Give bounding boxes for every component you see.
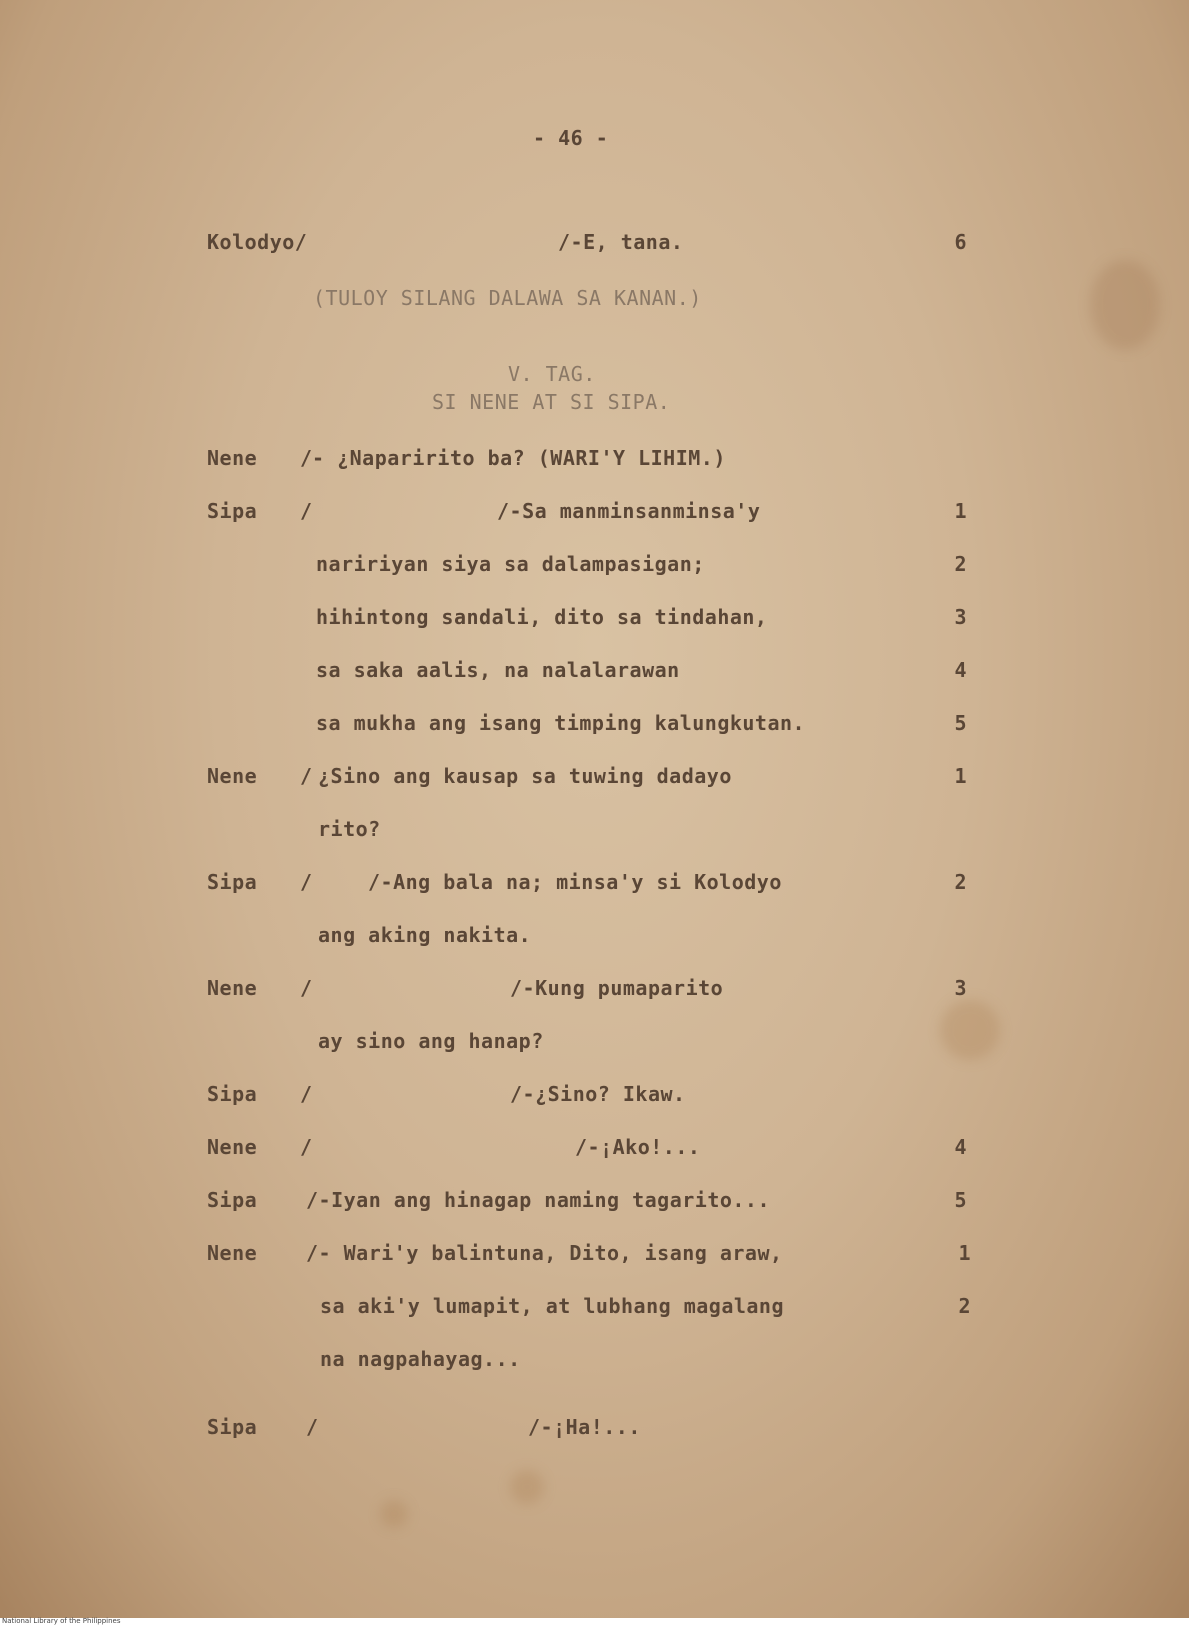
speaker-name: Nene (207, 446, 258, 470)
speaker-name: Nene (207, 976, 258, 1000)
speaker-name: Nene (207, 1135, 258, 1159)
line-number: 1 (954, 764, 967, 788)
dialogue-text: /-Ang bala na; minsa'y si Kolodyo (368, 870, 782, 894)
line-number: 3 (954, 976, 967, 1000)
speaker-slash: / (300, 976, 313, 1000)
speaker-name: Sipa (207, 1188, 258, 1212)
footer-bar (0, 1618, 1189, 1628)
scene-title: V. TAG. (508, 362, 596, 386)
line-number: 6 (954, 230, 967, 254)
dialogue-text: /-¡Ako!... (575, 1135, 701, 1159)
line-number: 2 (958, 1294, 971, 1318)
dialogue-text: ay sino ang hanap? (318, 1029, 544, 1053)
dialogue-text: /-Sa manminsanminsa'y (497, 499, 761, 523)
line-number: 1 (954, 499, 967, 523)
paper-stain (510, 1470, 544, 1504)
page-number: - 46 - (533, 126, 609, 150)
speaker-slash: / (306, 1415, 319, 1439)
line-number: 4 (954, 1135, 967, 1159)
dialogue-text: sa mukha ang isang timping kalungkutan. (316, 711, 806, 735)
line-number: 3 (954, 605, 967, 629)
dialogue-text: rito? (318, 817, 381, 841)
dialogue-text: na nagpahayag... (320, 1347, 521, 1371)
dialogue-text: ¿Sino ang kausap sa tuwing dadayo (318, 764, 732, 788)
footer-credit: National Library of the Philippines (2, 1617, 121, 1625)
dialogue-text: sa aki'y lumapit, at lubhang magalang (320, 1294, 785, 1318)
dialogue-text: sa saka aalis, na nalalarawan (316, 658, 680, 682)
dialogue-text: /-¿Sino? Ikaw. (510, 1082, 686, 1106)
paper-stain (1090, 260, 1160, 350)
speaker-slash: / (300, 1082, 313, 1106)
dialogue-text: /-E, tana. (558, 230, 684, 254)
line-number: 1 (958, 1241, 971, 1265)
stage-direction: (TULOY SILANG DALAWA SA KANAN.) (313, 286, 702, 310)
line-number: 5 (954, 1188, 967, 1212)
dialogue-text: - ¿Naparirito ba? (WARI'Y LIHIM.) (312, 446, 726, 470)
speaker-name: Nene (207, 764, 258, 788)
line-number: 4 (954, 658, 967, 682)
speaker-name: Sipa (207, 870, 258, 894)
line-number: 2 (954, 870, 967, 894)
speaker-slash: / (300, 499, 313, 523)
dialogue-text: /-¡Ha!... (528, 1415, 641, 1439)
line-number: 2 (954, 552, 967, 576)
dialogue-text: naririyan siya sa dalampasigan; (316, 552, 705, 576)
speaker-slash: / (300, 870, 313, 894)
paper-stain (380, 1500, 408, 1528)
dialogue-text: /- Wari'y balintuna, Dito, isang araw, (306, 1241, 783, 1265)
speaker-name: Kolodyo/ (207, 230, 308, 254)
scene-characters: SI NENE AT SI SIPA. (432, 390, 671, 414)
dialogue-text: ang aking nakita. (318, 923, 532, 947)
speaker-slash: / (300, 1135, 313, 1159)
speaker-slash: / (300, 764, 313, 788)
speaker-name: Nene (207, 1241, 258, 1265)
paper-stain (940, 1000, 1000, 1060)
speaker-name: Sipa (207, 1082, 258, 1106)
dialogue-text: /-Iyan ang hinagap naming tagarito... (306, 1188, 771, 1212)
speaker-name: Sipa (207, 1415, 258, 1439)
dialogue-text: /-Kung pumaparito (510, 976, 724, 1000)
line-number: 5 (954, 711, 967, 735)
speaker-name: Sipa (207, 499, 258, 523)
speaker-slash: / (300, 446, 313, 470)
dialogue-text: hihintong sandali, dito sa tindahan, (316, 605, 768, 629)
